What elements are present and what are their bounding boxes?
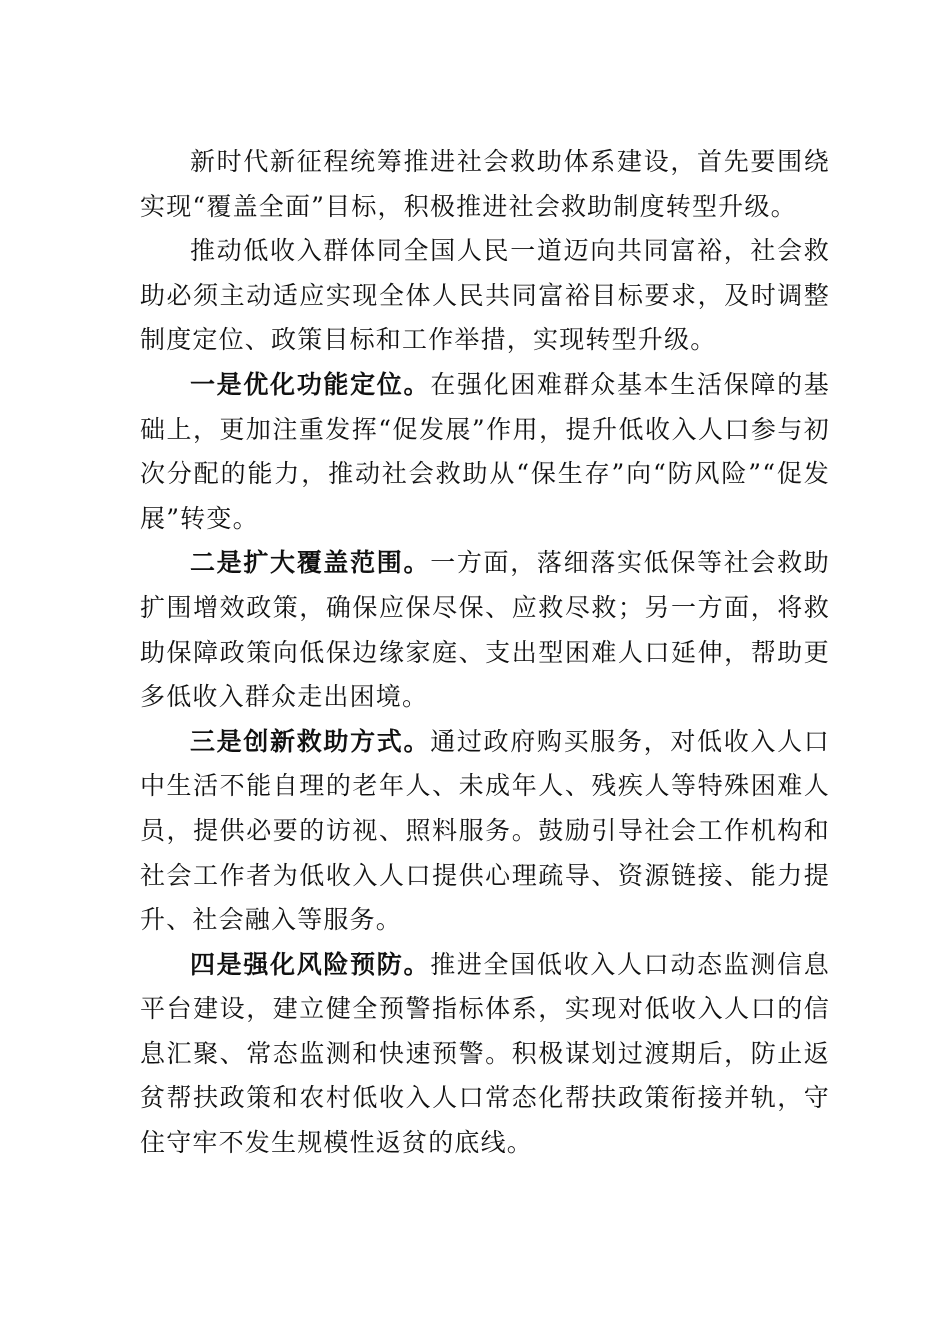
paragraph-text: 推进全国低收入人口动态监测信息平台建设，建立健全预警指标体系，实现对低收入人口的信息汇聚、常态监测和快速预警。积极谋划过渡期后，防止返贫帮扶政策和农村低收入人口常态化帮扶政策衔接并轨，守住守牢不发生规模性返贫的底线。 (140, 949, 830, 1158)
paragraph-context (140, 229, 830, 363)
paragraph-lead: 二是扩大覆盖范围。 (190, 548, 431, 578)
document-body (140, 140, 830, 1166)
paragraph-text: 推动低收入群体同全国人民一道迈向共同富裕，社会救助必须主动适应实现全体人民共同富裕目标要求，及时调整制度定位、政策目标和工作举措，实现转型升级。 (140, 236, 830, 355)
paragraph-point-1 (140, 363, 830, 541)
paragraph-lead: 三是创新救助方式。 (190, 726, 431, 756)
paragraph-lead: 一是优化功能定位。 (190, 369, 431, 399)
paragraph-point-3 (140, 720, 830, 943)
paragraph-lead: 四是强化风险预防。 (190, 949, 431, 979)
paragraph-point-2 (140, 541, 830, 719)
paragraph-point-4 (140, 943, 830, 1166)
paragraph-text: 新时代新征程统筹推进社会救助体系建设，首先要围绕实现“覆盖全面”目标，积极推进社会救助制度转型升级。 (140, 147, 830, 221)
paragraph-text: 一方面，落细落实低保等社会救助扩围增效政策，确保应保尽保、应救尽救；另一方面，将救助保障政策向低保边缘家庭、支出型困难人口延伸，帮助更多低收入群众走出困境。 (140, 548, 830, 712)
paragraph-text: 通过政府购买服务，对低收入人口中生活不能自理的老年人、未成年人、残疾人等特殊困难人员，提供必要的访视、照料服务。鼓励引导社会工作机构和社会工作者为低收入人口提供心理疏导、资源链接、能力提升、社会融入等服务。 (140, 726, 830, 935)
paragraph-text: 在强化困难群众基本生活保障的基础上，更加注重发挥“促发展”作用，提升低收入人口参与初次分配的能力，推动社会救助从“保生存”向“防风险”“促发展”转变。 (140, 369, 830, 533)
paragraph-intro (140, 140, 830, 229)
